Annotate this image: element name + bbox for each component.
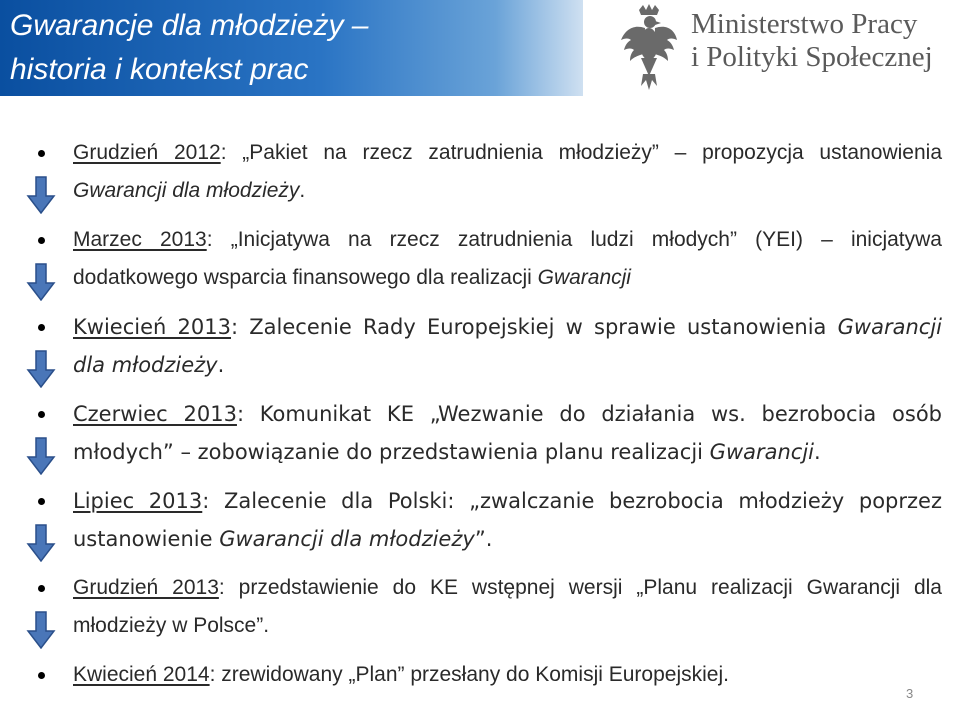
page-number: 3 [906, 686, 914, 701]
down-arrow-icon [26, 524, 56, 562]
ministry-line-1: Ministerstwo Pracy [691, 8, 918, 40]
timeline-list [22, 134, 942, 705]
timeline-item [22, 482, 942, 558]
ministry-logo [595, 4, 960, 96]
timeline-description: : Zalecenie dla Polski: „zwalczanie bezrobocia młodzieży poprzez ustanowienie [73, 489, 942, 551]
timeline-text [73, 221, 942, 297]
timeline-item [22, 221, 942, 297]
timeline-date: Lipiec 2013 [73, 489, 203, 513]
timeline-text [73, 569, 942, 645]
timeline-item [22, 395, 942, 471]
timeline-text [73, 395, 942, 471]
timeline-item [22, 308, 942, 384]
down-arrow-icon [26, 263, 56, 301]
timeline-description: : zrewidowany „Plan” przesłany do Komisji Europejskiej. [209, 663, 729, 686]
timeline-item [22, 656, 942, 694]
timeline-date: Kwiecień 2014 [73, 663, 210, 686]
bullet-icon [38, 672, 45, 679]
timeline-text [73, 482, 942, 558]
timeline-date: Czerwiec 2013 [73, 402, 237, 426]
timeline-date: Marzec 2013 [73, 228, 207, 251]
bullet-icon [38, 324, 45, 331]
slide-title [10, 4, 369, 92]
timeline-item [22, 134, 942, 210]
timeline-description: : „Pakiet na rzecz zatrudnienia młodzieży” – propozycja ustanowienia [220, 141, 942, 164]
timeline-text [73, 656, 942, 694]
timeline-item [22, 569, 942, 645]
bullet-icon [38, 237, 45, 244]
title-band [0, 0, 583, 96]
timeline-description: : Zalecenie Rady Europejskiej w sprawie ustanowienia [230, 315, 838, 339]
timeline-date: Kwiecień 2013 [73, 315, 231, 339]
timeline-suffix: . [299, 179, 306, 202]
timeline-emphasis: Gwarancji dla młodzieży [219, 527, 475, 551]
ministry-line-2: i Polityki Społecznej [691, 41, 933, 73]
title-line-2: historia i kontekst prac [10, 53, 309, 86]
timeline-description: : „Inicjatywa na rzecz zatrudnienia ludzi młodych” (YEI) – inicjatywa dodatkowego wsparcia finansowego dla realizacji [73, 228, 942, 289]
timeline-emphasis: Gwarancji [709, 440, 815, 464]
timeline-description: : przedstawienie do KE wstępnej wersji „Planu realizacji Gwarancji dla młodzieży w Polsce”. [73, 576, 942, 637]
down-arrow-icon [26, 176, 56, 214]
timeline-description: : Komunikat KE „Wezwanie do działania ws. bezrobocia osób młodych” – zobowiązanie do przedstawienia planu realizacji [73, 402, 943, 464]
timeline-emphasis: Gwarancji dla młodzieży [73, 179, 300, 202]
bullet-icon [38, 585, 45, 592]
timeline-text [73, 134, 942, 210]
timeline-emphasis: Gwarancji dla młodzieży [73, 315, 942, 377]
timeline-emphasis: Gwarancji [537, 266, 631, 289]
down-arrow-icon [26, 350, 56, 388]
timeline-date: Grudzień 2012 [73, 141, 221, 164]
timeline-suffix: . [217, 353, 225, 377]
timeline-suffix: . [814, 440, 821, 464]
ministry-name [691, 8, 933, 74]
bullet-icon [38, 150, 45, 157]
timeline-text [73, 308, 942, 384]
eagle-emblem-icon [619, 4, 679, 94]
down-arrow-icon [26, 611, 56, 649]
bullet-icon [38, 411, 45, 418]
timeline-suffix: ”. [474, 527, 493, 551]
down-arrow-icon [26, 437, 56, 475]
bullet-icon [38, 498, 45, 505]
timeline-date: Grudzień 2013 [73, 576, 219, 599]
title-line-1: Gwarancje dla młodzieży – [10, 9, 369, 42]
